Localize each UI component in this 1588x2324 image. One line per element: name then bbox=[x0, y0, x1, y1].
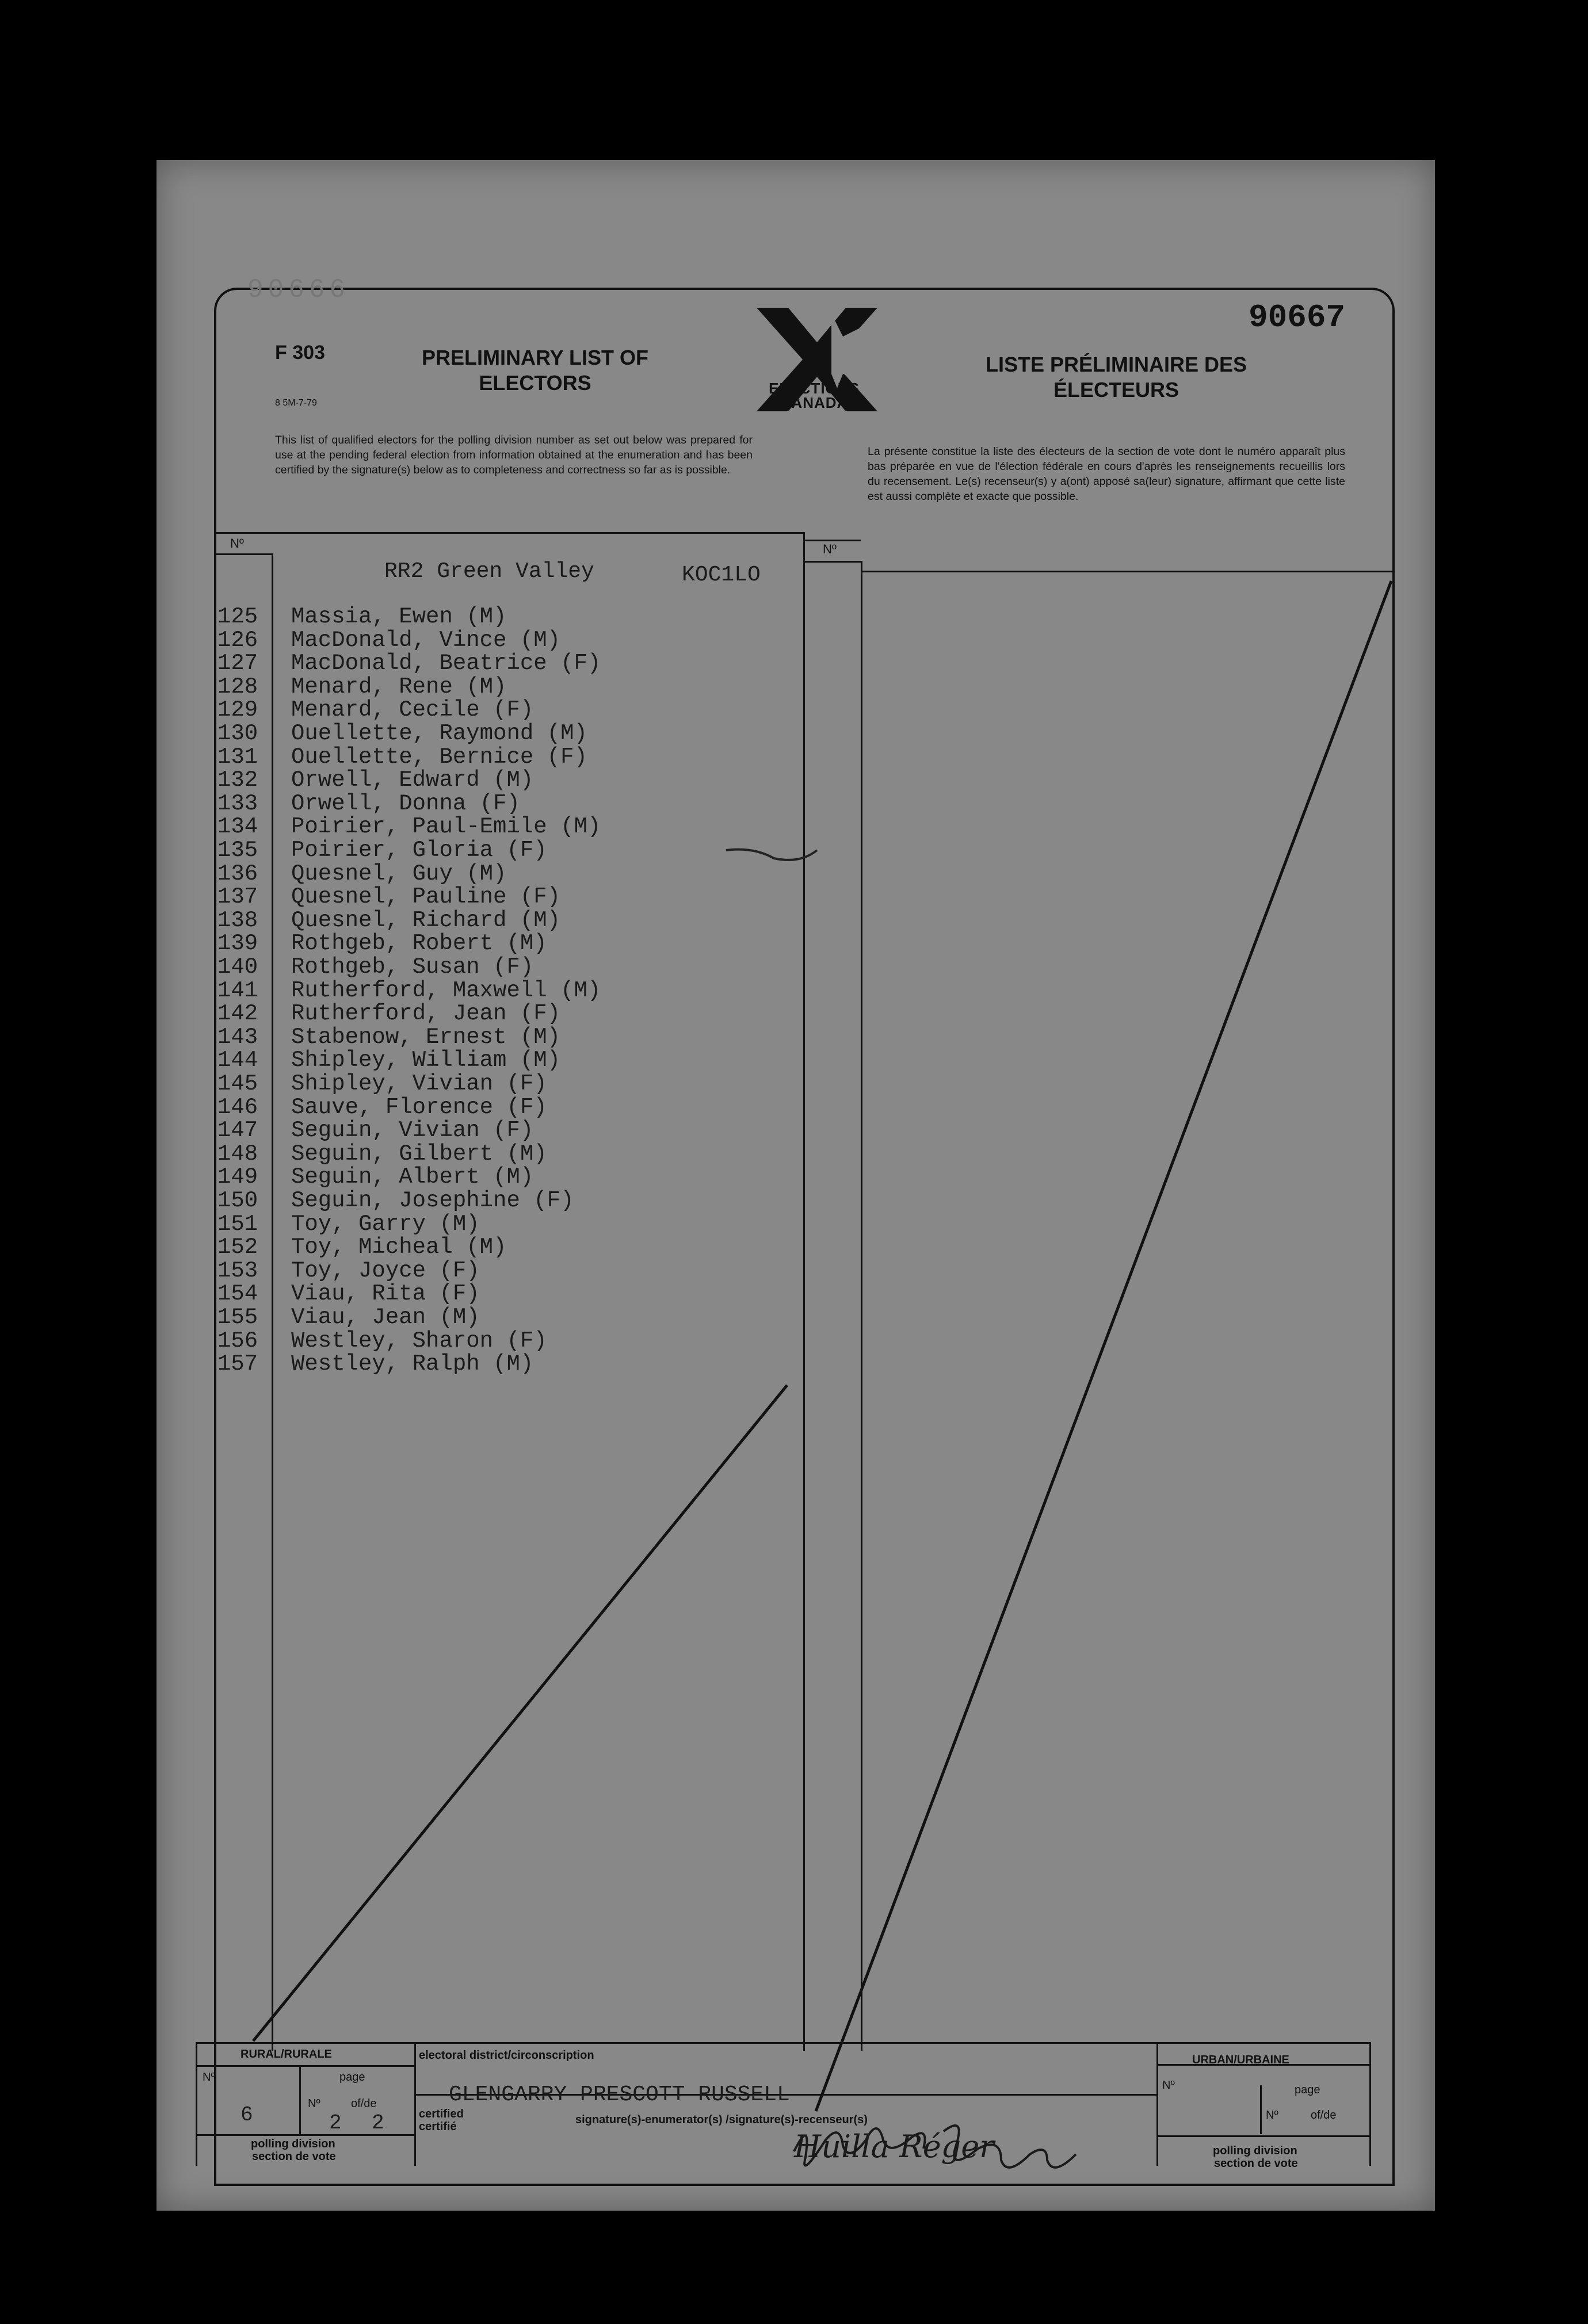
page-number: 2 bbox=[329, 2111, 342, 2135]
elector-number: 148 bbox=[217, 1141, 258, 1167]
footer-rule-top bbox=[196, 2042, 1369, 2044]
footer-line-rural-split bbox=[299, 2065, 301, 2134]
elector-name: Westley, Sharon (F) bbox=[291, 1328, 547, 1354]
cancel-line-left bbox=[253, 1385, 787, 2041]
page-total: 2 bbox=[372, 2111, 384, 2135]
elector-name: Quesnel, Pauline (F) bbox=[291, 884, 561, 910]
district-name: GLENGARRY PRESCOTT RUSSELL bbox=[449, 2082, 790, 2107]
cancel-line-right bbox=[816, 581, 1391, 2111]
elector-name: Massia, Ewen (M) bbox=[291, 604, 507, 629]
district-label: electoral district/circonscription bbox=[419, 2049, 594, 2062]
elector-name: Poirier, Gloria (F) bbox=[291, 838, 547, 863]
elector-name: Toy, Micheal (M) bbox=[291, 1234, 507, 1260]
footer-rule-urban-bottom bbox=[1156, 2135, 1369, 2137]
elector-number: 137 bbox=[217, 884, 258, 910]
elector-number: 125 bbox=[217, 604, 258, 629]
urban-of-label: of/de bbox=[1311, 2109, 1337, 2122]
elector-number: 149 bbox=[217, 1164, 258, 1190]
elector-number: 157 bbox=[217, 1351, 258, 1377]
elector-name: Seguin, Josephine (F) bbox=[291, 1188, 574, 1213]
rural-pd-label-en: polling division bbox=[251, 2138, 335, 2150]
elector-name: MacDonald, Vince (M) bbox=[291, 627, 561, 653]
elector-name: Stabenow, Ernest (M) bbox=[291, 1024, 561, 1050]
elector-number: 145 bbox=[217, 1071, 258, 1096]
elector-name: Viau, Jean (M) bbox=[291, 1305, 480, 1330]
elector-name: Seguin, Gilbert (M) bbox=[291, 1141, 547, 1167]
title-english: PRELIMINARY LIST OF ELECTORS bbox=[421, 346, 648, 395]
elector-name: Ouellette, Raymond (M) bbox=[291, 721, 587, 746]
elector-name: Westley, Ralph (M) bbox=[291, 1351, 534, 1377]
elector-number: 141 bbox=[217, 977, 258, 1003]
elector-name: Menard, Cecile (F) bbox=[291, 697, 534, 723]
urban-no-label: Nº bbox=[1162, 2079, 1175, 2092]
elector-number: 139 bbox=[217, 931, 258, 957]
urban-pd-label-fr: section de vote bbox=[1214, 2157, 1298, 2170]
elector-number: 146 bbox=[217, 1094, 258, 1120]
elector-name: Orwell, Donna (F) bbox=[291, 790, 520, 816]
elector-number: 136 bbox=[217, 861, 258, 886]
elector-number: 153 bbox=[217, 1257, 258, 1283]
elector-name: Rutherford, Jean (F) bbox=[291, 1001, 561, 1027]
form-number: F 303 bbox=[275, 342, 325, 364]
form-date: 8 5M-7-79 bbox=[275, 398, 317, 408]
elector-number: 138 bbox=[217, 907, 258, 933]
urban-page-label: page bbox=[1295, 2084, 1320, 2096]
elector-name: Toy, Garry (M) bbox=[291, 1211, 480, 1237]
footer-line-right bbox=[1369, 2042, 1371, 2166]
elector-number: 127 bbox=[217, 651, 258, 676]
certified-label-en: certified bbox=[419, 2108, 464, 2120]
polling-division-number: 6 bbox=[241, 2103, 253, 2127]
rural-page-no-label: Nº bbox=[308, 2097, 320, 2110]
elector-number: 130 bbox=[217, 721, 258, 746]
elector-number: 152 bbox=[217, 1234, 258, 1260]
elector-number: 129 bbox=[217, 697, 258, 723]
pen-mark bbox=[726, 850, 817, 860]
elector-name: Rothgeb, Susan (F) bbox=[291, 954, 534, 980]
enumerator-signature: Huilla Réger bbox=[794, 2128, 994, 2165]
elector-name: Seguin, Albert (M) bbox=[291, 1164, 534, 1190]
elector-name: Viau, Rita (F) bbox=[291, 1281, 480, 1307]
footer-line-left bbox=[196, 2042, 197, 2166]
elector-name: Shipley, Vivian (F) bbox=[291, 1071, 547, 1096]
no-column-header-left: Nº bbox=[230, 536, 244, 551]
ghost-number: 90666 bbox=[247, 275, 350, 305]
elector-number: 156 bbox=[217, 1328, 258, 1354]
rural-label: RURAL/RURALE bbox=[241, 2048, 332, 2061]
elector-name: Shipley, William (M) bbox=[291, 1048, 561, 1073]
intro-french: La présente constitue la liste des électeurs de la section de vote dont le numéro apparaît plus bas préparée en vue de l'élection fédérale en cours d'après les renseignements recueillis lors du recensement. Le(s) recenseur(s) y a(ont) apposé sa(leur) signature, affirmant que cette liste est aussi complète et exacte que possible. bbox=[868, 445, 1345, 503]
footer-rule-rural bbox=[196, 2065, 414, 2067]
intro-english: This list of qualified electors for the polling division number as set out below was prepared for use at the pending federal election from information obtained at the enumeration and has been certified by the signature(s) below as to completeness and correctness so far as is possible. bbox=[275, 434, 753, 476]
elector-number: 131 bbox=[217, 744, 258, 770]
serial-number: 90667 bbox=[1249, 299, 1346, 336]
elector-name: Rothgeb, Robert (M) bbox=[291, 931, 547, 957]
elector-name: Quesnel, Guy (M) bbox=[291, 861, 507, 886]
elector-number: 142 bbox=[217, 1001, 258, 1027]
signature-label: signature(s)-enumerator(s) /signature(s)-recenseur(s) bbox=[575, 2113, 868, 2126]
elector-number: 151 bbox=[217, 1211, 258, 1237]
rural-page-label: page bbox=[339, 2071, 365, 2084]
elector-number: 140 bbox=[217, 954, 258, 980]
elector-name: MacDonald, Beatrice (F) bbox=[291, 651, 601, 676]
elector-number: 150 bbox=[217, 1188, 258, 1213]
elector-number: 135 bbox=[217, 838, 258, 863]
elector-name: Ouellette, Bernice (F) bbox=[291, 744, 587, 770]
elector-number: 134 bbox=[217, 814, 258, 840]
elector-number: 155 bbox=[217, 1305, 258, 1330]
footer-line-rural-right bbox=[414, 2042, 416, 2166]
footer-line-urban-split bbox=[1260, 2085, 1262, 2134]
elector-name: Quesnel, Richard (M) bbox=[291, 907, 561, 933]
elector-name: Orwell, Edward (M) bbox=[291, 767, 534, 793]
logo-text-canada: CANADA bbox=[780, 394, 849, 411]
footer-line-urban-left bbox=[1156, 2042, 1158, 2166]
elector-number: 143 bbox=[217, 1024, 258, 1050]
no-column-header-right: Nº bbox=[823, 542, 837, 556]
elector-number: 154 bbox=[217, 1281, 258, 1307]
postal-code: KOC1LO bbox=[682, 563, 761, 587]
elector-number: 144 bbox=[217, 1048, 258, 1073]
elector-name: Poirier, Paul-Emile (M) bbox=[291, 814, 601, 840]
logo-text-elections: ELECTIONS bbox=[769, 380, 860, 397]
elector-number: 133 bbox=[217, 790, 258, 816]
elector-number: 128 bbox=[217, 674, 258, 700]
elector-number: 126 bbox=[217, 627, 258, 653]
elector-name: Rutherford, Maxwell (M) bbox=[291, 977, 601, 1003]
elector-name: Sauve, Florence (F) bbox=[291, 1094, 547, 1120]
rural-no-label: Nº bbox=[203, 2071, 215, 2084]
urban-page-no-label: Nº bbox=[1266, 2109, 1278, 2122]
elector-name: Toy, Joyce (F) bbox=[291, 1257, 480, 1283]
elector-name: Menard, Rene (M) bbox=[291, 674, 507, 700]
elector-name: Seguin, Vivian (F) bbox=[291, 1118, 534, 1144]
street-heading: RR2 Green Valley bbox=[384, 559, 594, 584]
title-french: LISTE PRÉLIMINAIRE DES ÉLECTEURS bbox=[985, 353, 1247, 402]
urban-label: URBAN/URBAINE bbox=[1192, 2054, 1289, 2066]
urban-pd-label-en: polling division bbox=[1213, 2145, 1297, 2157]
certified-label-fr: certifié bbox=[419, 2120, 457, 2133]
rural-of-label: of/de bbox=[351, 2097, 377, 2110]
elector-number: 147 bbox=[217, 1118, 258, 1144]
elector-number: 132 bbox=[217, 767, 258, 793]
rural-pd-label-fr: section de vote bbox=[252, 2150, 336, 2163]
